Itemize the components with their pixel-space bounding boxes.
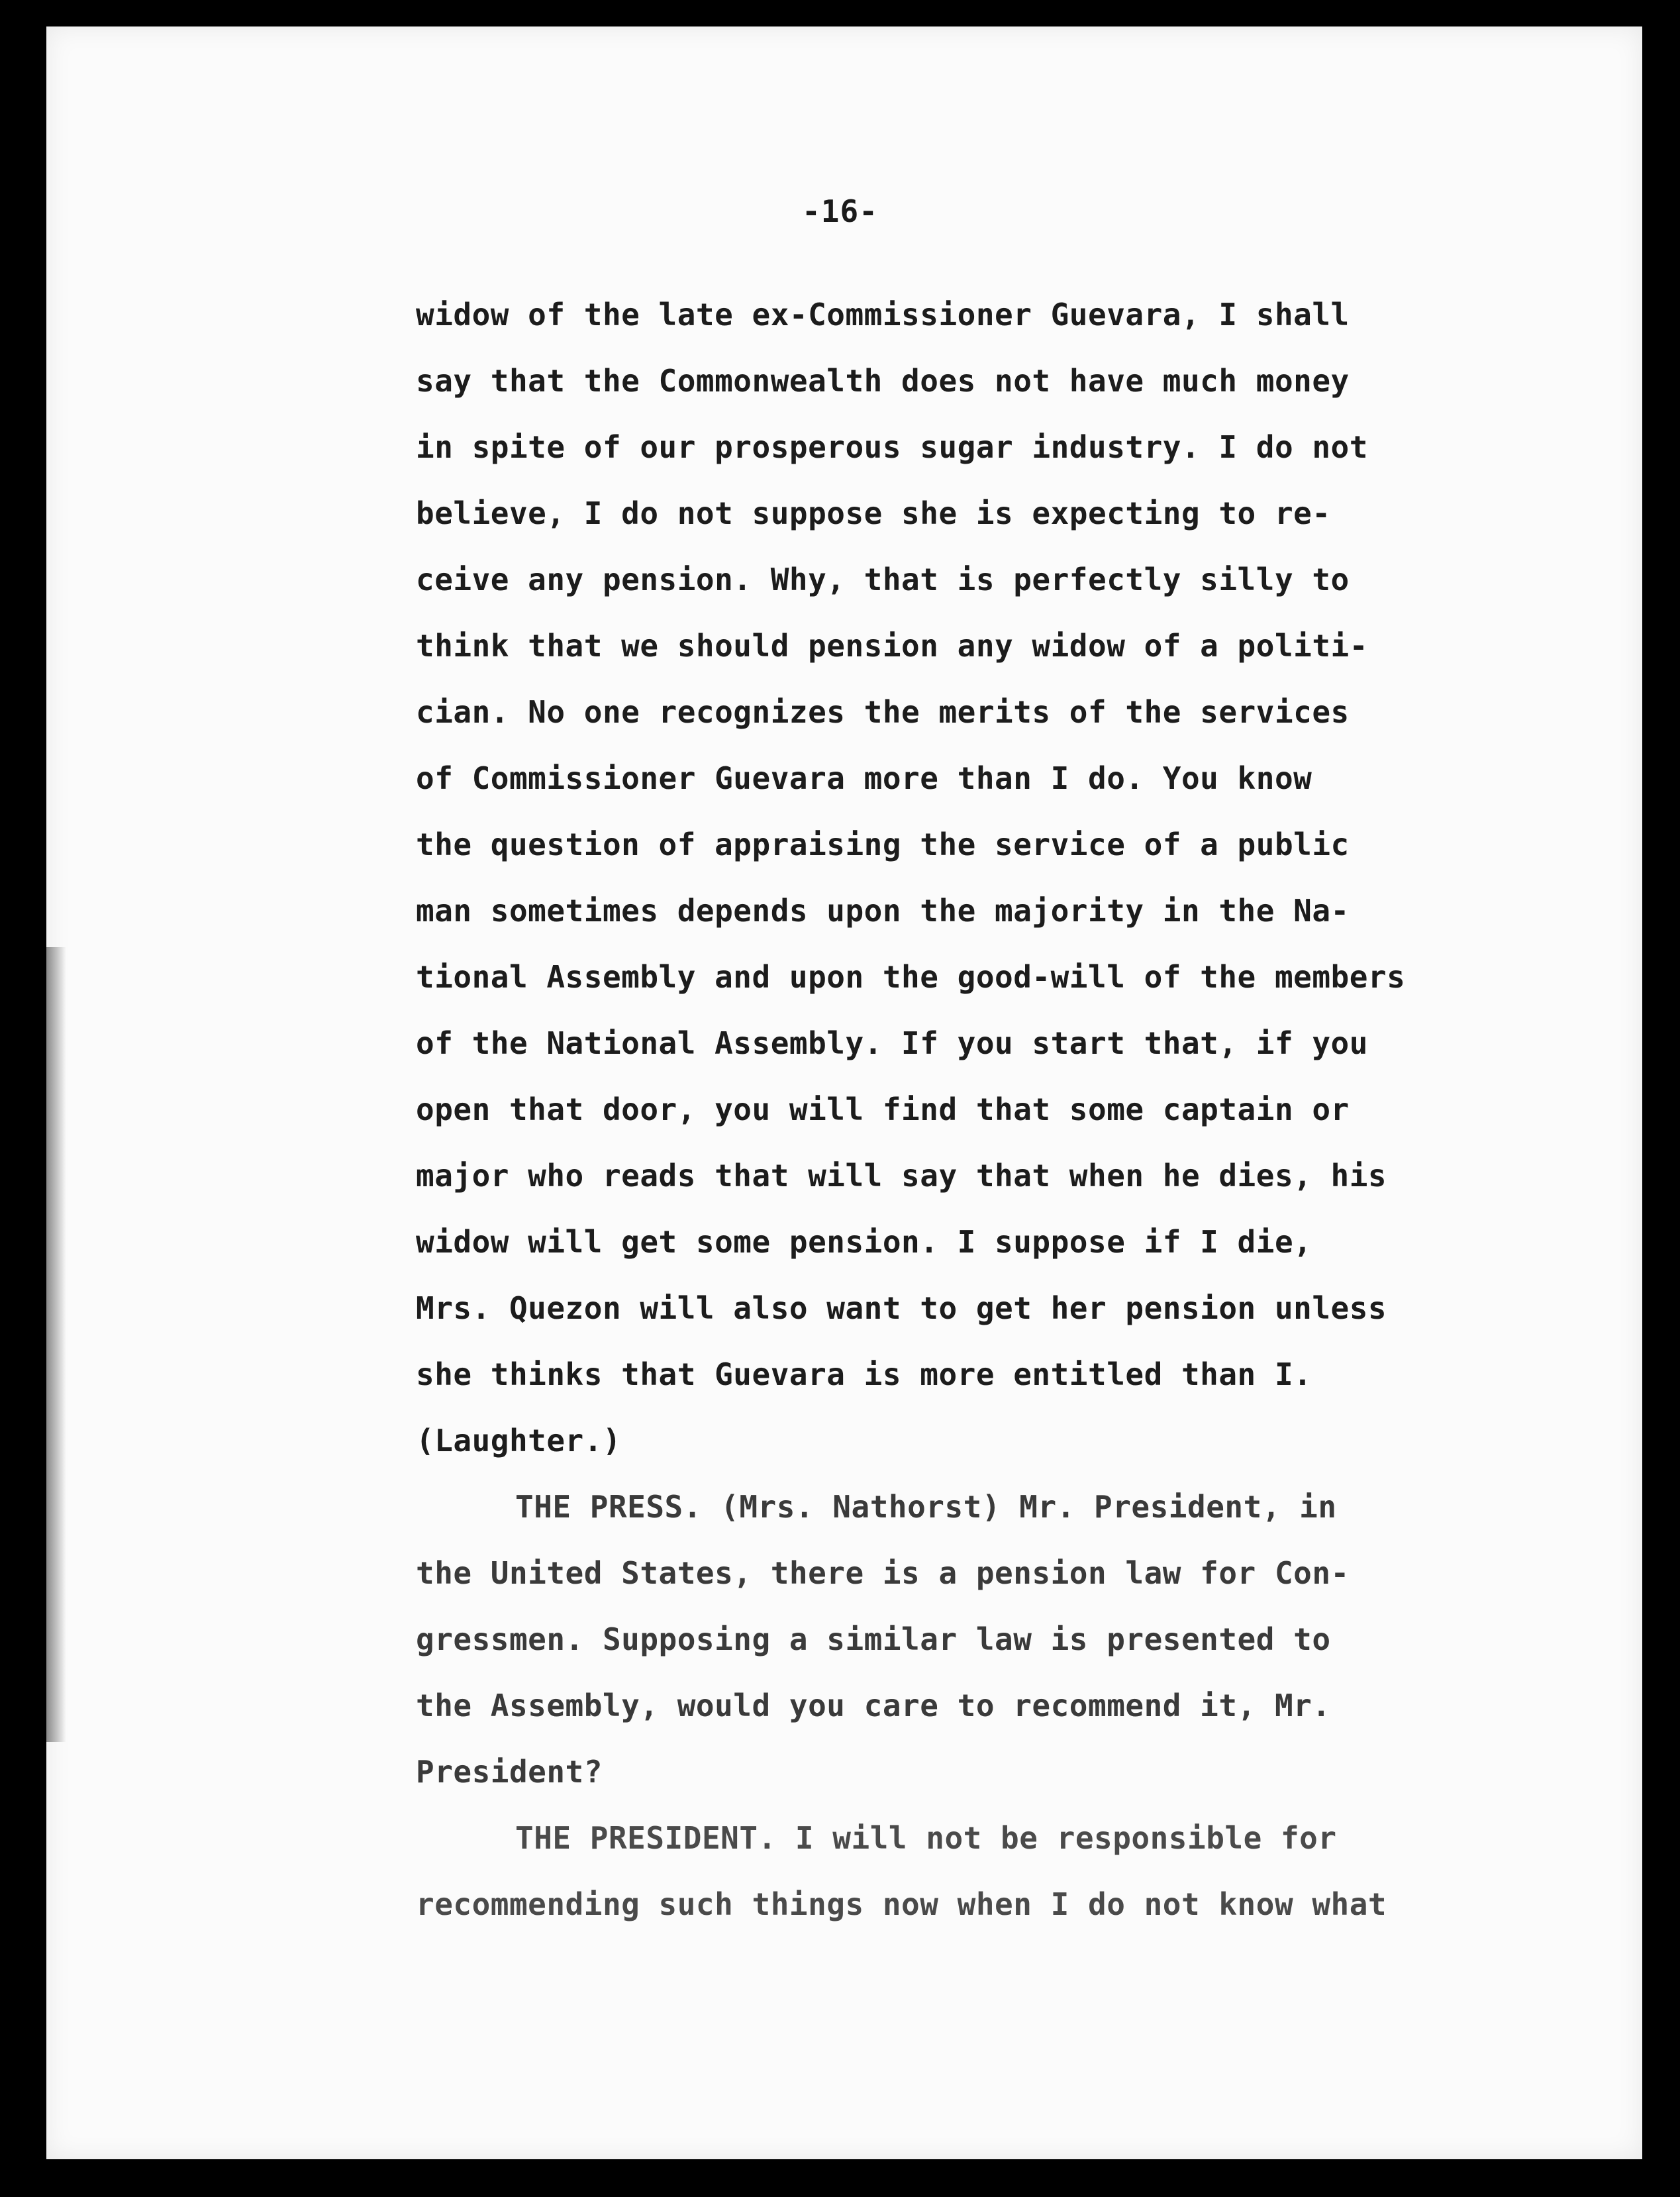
- text-line: widow will get some pension. I suppose if I die,: [416, 1224, 1312, 1260]
- text-line: the United States, there is a pension law for Con-: [416, 1555, 1350, 1591]
- text-line: open that door, you will find that some captain or: [416, 1092, 1350, 1127]
- text-line: widow of the late ex-Commissioner Guevara, I shall: [416, 297, 1350, 332]
- text-line: cian. No one recognizes the merits of the services: [416, 694, 1350, 730]
- text-line: in spite of our prosperous sugar industry. I do not: [416, 429, 1368, 465]
- speaker-line-president: THE PRESIDENT. I will not be responsible for: [515, 1820, 1337, 1856]
- transcript-body: [416, 295, 1555, 1951]
- page-number: -16-: [802, 193, 878, 229]
- text-line: the question of appraising the service of a public: [416, 827, 1350, 862]
- text-line: President?: [416, 1754, 603, 1790]
- speaker-line-press: THE PRESS. (Mrs. Nathorst) Mr. President, in: [515, 1489, 1337, 1525]
- text-line: recommending such things now when I do not know what: [416, 1886, 1387, 1922]
- text-line: she thinks that Guevara is more entitled than I.: [416, 1356, 1312, 1392]
- text-line: (Laughter.): [416, 1423, 622, 1458]
- text-line: say that the Commonwealth does not have much money: [416, 363, 1350, 399]
- text-line: the Assembly, would you care to recommend it, Mr.: [416, 1688, 1331, 1723]
- text-line: major who reads that will say that when he dies, his: [416, 1158, 1387, 1194]
- text-line: believe, I do not suppose she is expecting to re-: [416, 495, 1331, 531]
- text-line: Mrs. Quezon will also want to get her pension unless: [416, 1290, 1387, 1326]
- text-line: of Commissioner Guevara more than I do. You know: [416, 760, 1312, 796]
- text-line: of the National Assembly. If you start that, if you: [416, 1025, 1368, 1061]
- text-line: think that we should pension any widow of a politi-: [416, 628, 1368, 664]
- text-line: ceive any pension. Why, that is perfectly silly to: [416, 562, 1350, 597]
- text-line: tional Assembly and upon the good-will of the members: [416, 959, 1406, 995]
- text-line: gressmen. Supposing a similar law is presented to: [416, 1621, 1331, 1657]
- page-edge-shadow: [46, 947, 66, 1742]
- text-line: man sometimes depends upon the majority in the Na-: [416, 893, 1350, 929]
